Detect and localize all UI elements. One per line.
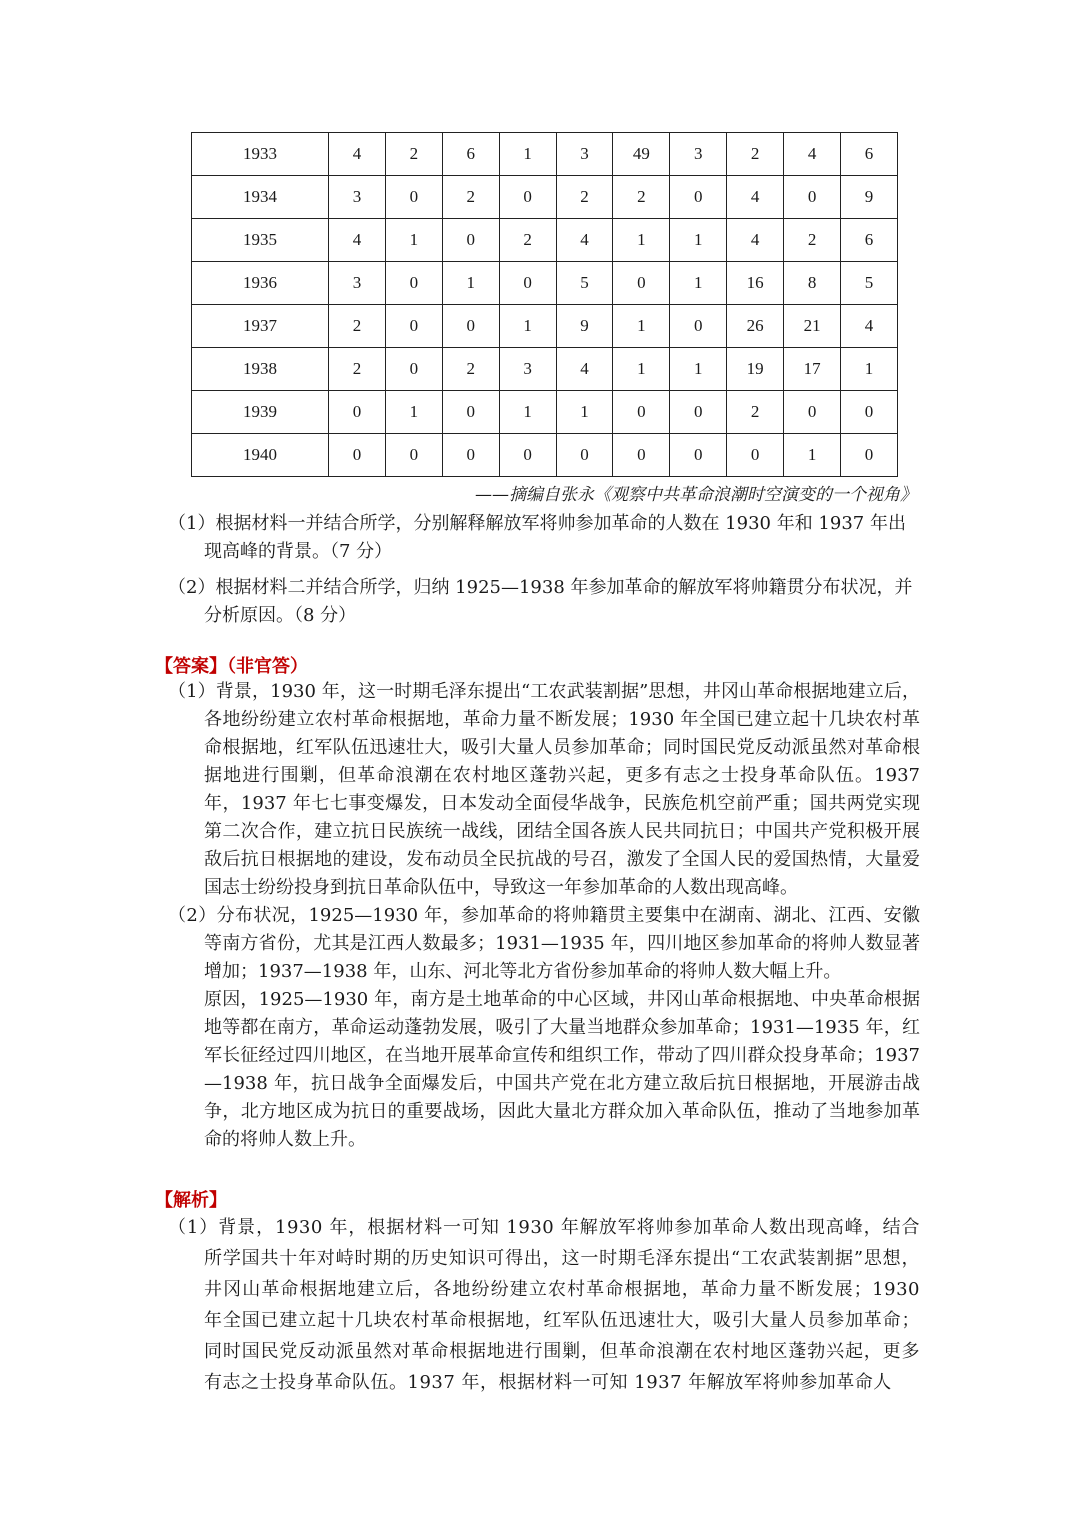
questions xyxy=(168,510,920,638)
count-cell: 2 xyxy=(329,305,386,348)
count-cell: 1 xyxy=(841,348,898,391)
question-1: （1）根据材料一并结合所学，分别解释解放军将帅参加革命的人数在 1930 年和 1937 年出现高峰的背景。（7 分） xyxy=(168,513,906,562)
count-cell: 4 xyxy=(556,348,613,391)
count-cell: 4 xyxy=(329,219,386,262)
answer-1: （1）背景，1930 年，这一时期毛泽东提出“工农武装割据”思想，井冈山革命根据地建立后，各地纷纷建立农村革命根据地，革命力量不断发展；1930 年全国已建立起十几块农村革命根据地，红军队伍迅速壮大，吸引大量人员参加革命；同时国民党反动派虽然对革命根据地进行围剿，但革命浪潮在农村地区蓬勃兴起，更多有志之士投身革命队伍。1937 年，1937 年七七事变爆发，日本发动全面侵华战争，民族危机空前严重；国共两党实现第二次合作，建立抗日民族统一战线，团结全国各族人民共同抗日；中国共产党积极开展敌后抗日根据地的建设，发布动员全民抗战的号召，激发了全国人民的爱国热情，大量爱国志士纷纷投身到抗日革命队伍中，导致这一年参加革命的人数出现高峰。 xyxy=(168,681,920,898)
count-cell: 0 xyxy=(329,391,386,434)
question-2: （2）根据材料二并结合所学，归纳 1925—1938 年参加革命的解放军将帅籍贯分布状况，并分析原因。（8 分） xyxy=(168,577,913,626)
count-cell: 0 xyxy=(385,434,442,477)
count-cell: 0 xyxy=(784,391,841,434)
count-cell: 6 xyxy=(841,133,898,176)
source-citation: ——摘编自张永《观察中共革命浪潮时空演变的一个视角》 xyxy=(475,485,917,505)
year-cell: 1940 xyxy=(192,434,329,477)
analysis-1: （1）背景，1930 年，根据材料一可知 1930 年解放军将帅参加革命人数出现高峰，结合所学国共十年对峙时期的历史知识可得出，这一时期毛泽东提出“工农武装割据”思想，井冈山革命根据地建立后，各地纷纷建立农村革命根据地，革命力量不断发展；1930 年全国已建立起十几块农村革命根据地，红军队伍迅速壮大，吸引大量人员参加革命；同时国民党反动派虽然对革命根据地进行围剿，但革命浪潮在农村地区蓬勃兴起，更多有志之士投身革命队伍。1937 年，根据材料一可知 1937 年解放军将帅参加革命人 xyxy=(168,1217,920,1393)
count-cell: 0 xyxy=(670,434,727,477)
table-row xyxy=(192,262,898,305)
count-cell: 0 xyxy=(385,262,442,305)
count-cell: 2 xyxy=(442,176,499,219)
data-table xyxy=(191,132,898,477)
count-cell: 6 xyxy=(841,219,898,262)
count-cell: 1 xyxy=(385,391,442,434)
count-cell: 1 xyxy=(670,262,727,305)
count-cell: 3 xyxy=(556,133,613,176)
count-cell: 6 xyxy=(442,133,499,176)
count-cell: 1 xyxy=(784,434,841,477)
count-cell: 1 xyxy=(670,348,727,391)
count-cell: 17 xyxy=(784,348,841,391)
count-cell: 0 xyxy=(385,348,442,391)
count-cell: 0 xyxy=(841,391,898,434)
count-cell: 0 xyxy=(499,176,556,219)
count-cell: 4 xyxy=(841,305,898,348)
count-cell: 1 xyxy=(499,305,556,348)
count-cell: 16 xyxy=(727,262,784,305)
count-cell: 0 xyxy=(613,391,670,434)
count-cell: 9 xyxy=(556,305,613,348)
count-cell: 0 xyxy=(499,262,556,305)
count-cell: 0 xyxy=(385,305,442,348)
count-cell: 2 xyxy=(727,133,784,176)
count-cell: 0 xyxy=(841,434,898,477)
count-cell: 5 xyxy=(841,262,898,305)
count-cell: 0 xyxy=(670,305,727,348)
count-cell: 0 xyxy=(442,434,499,477)
count-cell: 1 xyxy=(670,219,727,262)
count-cell: 19 xyxy=(727,348,784,391)
count-cell: 2 xyxy=(727,391,784,434)
count-cell: 4 xyxy=(556,219,613,262)
year-cell: 1934 xyxy=(192,176,329,219)
count-cell: 3 xyxy=(499,348,556,391)
count-cell: 2 xyxy=(442,348,499,391)
year-cell: 1936 xyxy=(192,262,329,305)
answer-heading xyxy=(155,652,308,678)
table-row xyxy=(192,434,898,477)
count-cell: 4 xyxy=(784,133,841,176)
count-cell: 9 xyxy=(841,176,898,219)
count-cell: 0 xyxy=(442,391,499,434)
count-cell: 3 xyxy=(329,262,386,305)
count-cell: 0 xyxy=(385,176,442,219)
count-cell: 21 xyxy=(784,305,841,348)
count-cell: 1 xyxy=(499,133,556,176)
count-cell: 0 xyxy=(613,262,670,305)
table-row xyxy=(192,219,898,262)
table-body xyxy=(192,133,898,477)
count-cell: 2 xyxy=(499,219,556,262)
count-cell: 0 xyxy=(727,434,784,477)
count-cell: 26 xyxy=(727,305,784,348)
count-cell: 3 xyxy=(670,133,727,176)
count-cell: 2 xyxy=(784,219,841,262)
count-cell: 4 xyxy=(727,176,784,219)
answer-body xyxy=(168,678,920,1154)
count-cell: 2 xyxy=(329,348,386,391)
count-cell: 0 xyxy=(442,305,499,348)
count-cell: 0 xyxy=(670,391,727,434)
count-cell: 0 xyxy=(442,219,499,262)
count-cell: 2 xyxy=(385,133,442,176)
count-cell: 2 xyxy=(556,176,613,219)
count-cell: 5 xyxy=(556,262,613,305)
table-row xyxy=(192,391,898,434)
count-cell: 1 xyxy=(613,305,670,348)
answer-heading-note: （非官答） xyxy=(227,656,308,677)
count-cell: 8 xyxy=(784,262,841,305)
year-cell: 1938 xyxy=(192,348,329,391)
count-cell: 0 xyxy=(556,434,613,477)
count-cell: 1 xyxy=(385,219,442,262)
year-cell: 1935 xyxy=(192,219,329,262)
count-cell: 1 xyxy=(442,262,499,305)
count-cell: 0 xyxy=(329,434,386,477)
count-cell: 1 xyxy=(499,391,556,434)
count-cell: 0 xyxy=(613,434,670,477)
count-cell: 4 xyxy=(329,133,386,176)
table-row xyxy=(192,176,898,219)
count-cell: 2 xyxy=(613,176,670,219)
year-cell: 1937 xyxy=(192,305,329,348)
count-cell: 4 xyxy=(727,219,784,262)
count-cell: 0 xyxy=(784,176,841,219)
count-cell: 1 xyxy=(613,219,670,262)
count-cell: 3 xyxy=(329,176,386,219)
count-cell: 49 xyxy=(613,133,670,176)
table-row xyxy=(192,305,898,348)
table-row xyxy=(192,133,898,176)
answer-2: （2）分布状况，1925—1930 年，参加革命的将帅籍贯主要集中在湖南、湖北、江西、安徽等南方省份，尤其是江西人数最多；1931—1935 年，四川地区参加革命的将帅人数显著增加；1937—1938 年，山东、河北等北方省份参加革命的将帅人数大幅上升。 xyxy=(168,905,920,982)
count-cell: 1 xyxy=(613,348,670,391)
analysis-heading: 【解析】 xyxy=(155,1190,227,1211)
answer-2-reason: 原因，1925—1930 年，南方是土地革命的中心区域，井冈山革命根据地、中央革命根据地等都在南方，革命运动蓬勃发展，吸引了大量当地群众参加革命；1931—1935 年，红军长征经过四川地区，在当地开展革命宣传和组织工作，带动了四川群众投身革命；1937—1938 年，抗日战争全面爆发后，中国共产党在北方建立敌后抗日根据地，开展游击战争，北方地区成为抗日的重要战场，因此大量北方群众加入革命队伍，推动了当地参加革命的将帅人数上升。 xyxy=(204,989,920,1150)
table-row xyxy=(192,348,898,391)
count-cell: 0 xyxy=(499,434,556,477)
analysis-body xyxy=(168,1212,920,1398)
count-cell: 1 xyxy=(556,391,613,434)
year-cell: 1933 xyxy=(192,133,329,176)
year-cell: 1939 xyxy=(192,391,329,434)
answer-heading-label: 【答案】 xyxy=(155,656,227,677)
count-cell: 0 xyxy=(670,176,727,219)
